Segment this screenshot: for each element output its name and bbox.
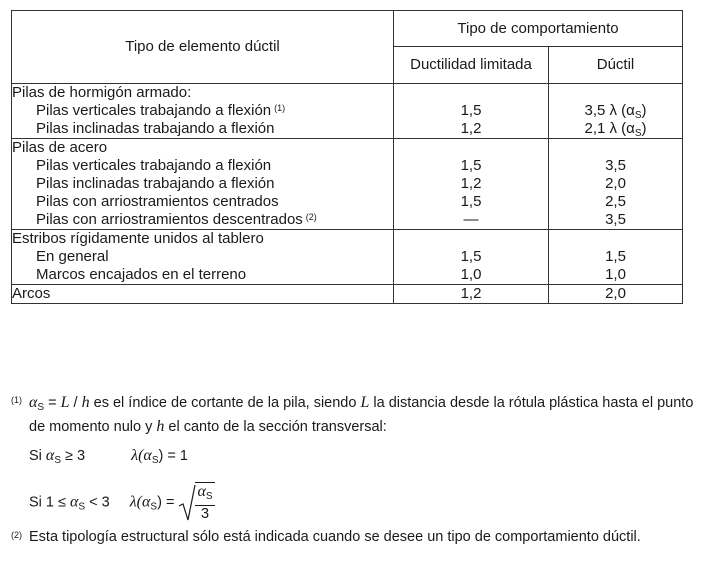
row-label: Pilas verticales trabajando a flexión $^{(1)}$	[36, 102, 286, 119]
limited-value: 1,2	[460, 120, 482, 137]
ductile-value: 2,0	[605, 175, 626, 192]
limited-cell	[394, 285, 549, 304]
sqrt-sign-icon	[178, 484, 196, 522]
table-row-arches	[12, 285, 683, 304]
table-row-steel-piles	[12, 139, 683, 230]
footnote-1: (1) $\alpha_S = L / h$ es el índice de cortante de la pila, siendo L la distancia desde la rótula plástica hasta el punto de momento nulo y h el canto de la sección transversal:	[11, 393, 701, 437]
limited-value: 1,5	[460, 193, 482, 210]
sqrt-fraction: $\frac{\alpha_S}{3}$	[197, 483, 213, 522]
row-label: Marcos encajados en el terreno	[36, 266, 247, 283]
row-label: Pilas con arriostramientos descentrados $^{(2)}$	[36, 211, 317, 228]
footnote-2	[11, 528, 701, 547]
table-row-abutments	[12, 230, 683, 285]
ductile-value: 3,5	[605, 157, 626, 174]
limited-value: 1,5	[460, 102, 482, 119]
ductile-value: 3,5	[605, 211, 626, 228]
footnote-2-mark: (2)	[11, 530, 22, 540]
row-label: Pilas verticales trabajando a flexión	[36, 157, 272, 174]
group-title: Pilas de hormigón armado:	[12, 84, 192, 101]
ductile-cell	[549, 84, 683, 139]
group-title: Estribos rígidamente unidos al tablero	[12, 230, 264, 247]
footnote-ref: (2)	[305, 212, 317, 222]
ductile-value: 2,5	[605, 193, 626, 210]
group-cell	[12, 139, 394, 230]
row-label: Pilas inclinadas trabajando a flexión	[36, 175, 275, 192]
limited-value: 1,2	[460, 285, 482, 302]
ductile-value: 2,0	[605, 285, 626, 302]
limited-cell	[394, 139, 549, 230]
footnotes	[11, 393, 701, 437]
equation-2: Si $1 \le \alpha_S < 3$ $\lambda(\alpha_S)$ = $\frac{\alpha_S}{3}$	[29, 483, 213, 522]
row-label: Pilas con arriostramientos centrados	[36, 193, 279, 210]
limited-value: 1,0	[460, 266, 482, 283]
group-cell	[12, 285, 394, 304]
ductile-value: 3,5 λ $(\alpha_S)$	[584, 102, 647, 121]
limited-cell	[394, 84, 549, 139]
footnote-ref: (1)	[274, 103, 286, 113]
ductile-value: 2,1 λ $(\alpha_S)$	[584, 120, 647, 139]
group-title: Arcos	[12, 285, 51, 302]
footnote-1-mark: (1)	[11, 395, 22, 405]
column-header-behavior: Tipo de comportamiento	[394, 11, 683, 47]
group-title: Pilas de acero	[12, 139, 108, 156]
limited-value: 1,5	[460, 157, 482, 174]
equation-1: Si $\alpha_S \ge 3$ $\lambda(\alpha_S) = 1$	[29, 447, 188, 466]
limited-cell	[394, 230, 549, 285]
column-header-limited: Ductilidad limitada	[394, 47, 549, 84]
column-header-element: Tipo de elemento dúctil	[12, 11, 394, 84]
ductile-cell	[549, 230, 683, 285]
behavior-factor-table	[11, 10, 683, 304]
row-label: Pilas inclinadas trabajando a flexión	[36, 120, 275, 137]
ductile-value: 1,5	[605, 248, 626, 265]
group-cell	[12, 84, 394, 139]
limited-value: 1,5	[460, 248, 482, 265]
column-header-ductile: Dúctil	[549, 47, 683, 84]
limited-value: 1,2	[460, 175, 482, 192]
row-label: En general	[36, 248, 109, 265]
footnote-2-text: Esta tipología estructural sólo está indicada cuando se desee un tipo de comportamiento dúctil.	[29, 529, 641, 545]
ductile-value: 1,0	[605, 266, 626, 283]
table-row-concrete-piles	[12, 84, 683, 139]
footnotes-2	[11, 528, 701, 547]
ductile-cell	[549, 285, 683, 304]
limited-value: —	[463, 211, 479, 228]
ductile-cell	[549, 139, 683, 230]
group-cell	[12, 230, 394, 285]
